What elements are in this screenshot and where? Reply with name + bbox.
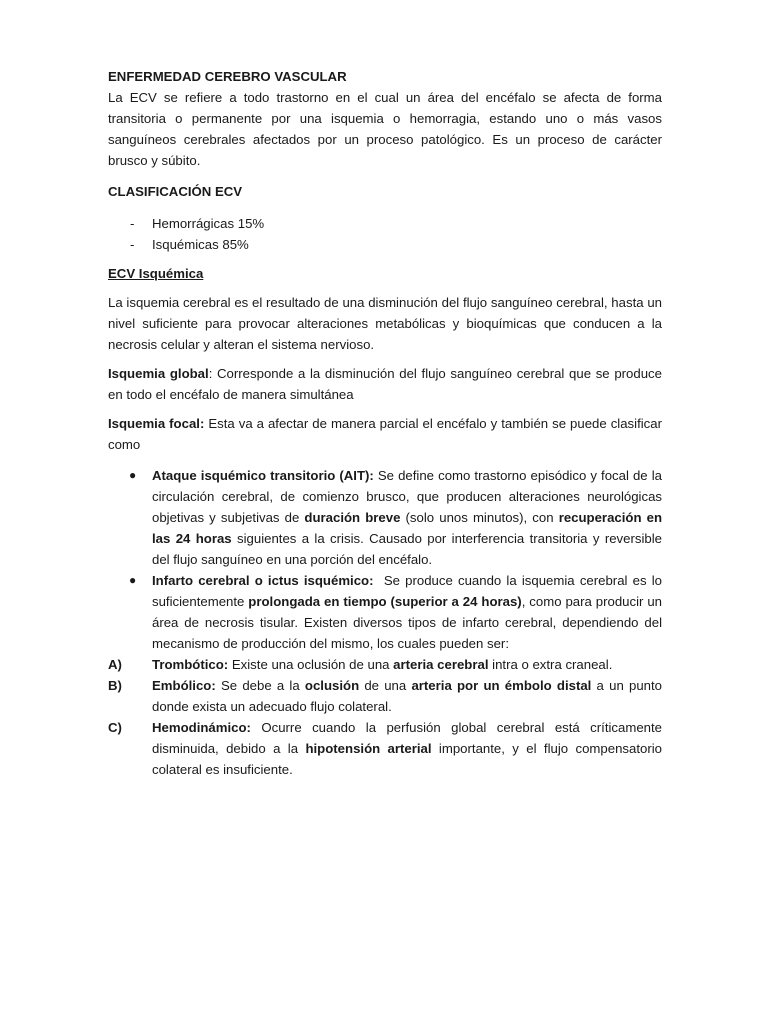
- trombotico-text-2: intra o extra craneal.: [488, 657, 613, 672]
- dash-marker: -: [130, 216, 135, 231]
- isquemia-focal-text: Esta va a afectar de manera parcial el encéfalo y también se puede clasificar como: [108, 416, 662, 452]
- ait-text-1: Se define como trastorno episódico y focal de la circulación cerebral, de comienzo brusco, que producen alteraciones neurológicas objetivas y subjetivas de: [152, 468, 662, 525]
- list-item: [108, 234, 662, 255]
- list-item: [108, 213, 662, 234]
- isquemia-paragraph: La isquemia cerebral es el resultado de una disminución del flujo sanguíneo cerebral, hasta un nivel suficiente para provocar alteraciones metabólicas y bioquímicas que conducen a la necrosis celular y alteran el sistema nervioso.: [108, 295, 662, 352]
- focal-types-list: [108, 465, 666, 654]
- list-item-trombotico: [108, 654, 662, 675]
- hemodinamico-label: Hemodinámico:: [152, 720, 251, 735]
- isquemia-focal-label: Isquemia focal:: [108, 416, 205, 431]
- embolico-text-1: Se debe a la: [215, 678, 305, 693]
- bullet-item-ait: [108, 465, 662, 570]
- bullet-item-infarto: [108, 570, 666, 654]
- trombotico-bold-1: arteria cerebral: [393, 657, 489, 672]
- intro-paragraph: La ECV se refiere a todo trastorno en el cual un área del encéfalo se afecta de forma transitoria o permanente por una isquemia o hemorragia, estando uno o más vasos sanguíneos cerebrales afectados por un proceso patológico. Es un proceso de carácter brusco y súbito.: [108, 90, 662, 168]
- trombotico-text-1: Existe una oclusión de una: [228, 657, 394, 672]
- ait-bold-1: duración breve: [304, 510, 401, 525]
- isquemia-global-label: Isquemia global: [108, 366, 209, 381]
- infarto-text-1: Se produce cuando la isquemia cerebral es lo suficientemente: [152, 573, 666, 609]
- ait-text-2: (solo unos minutos), con: [400, 510, 559, 525]
- trombotico-label: Trombótico:: [152, 657, 229, 672]
- document-page: [108, 66, 666, 780]
- hemodinamico-text-2: importante, y el flujo compensatorio colateral es insuficiente.: [152, 741, 662, 777]
- list-marker: A): [108, 657, 122, 672]
- classification-item-isquemicas: Isquémicas 85%: [152, 237, 249, 252]
- classification-heading: CLASIFICACIÓN ECV: [108, 184, 243, 199]
- infarto-bold-1: prolongada en tiempo (superior a 24 horas): [248, 594, 522, 609]
- classification-item-hemorragicas: Hemorrágicas 15%: [152, 216, 265, 231]
- isquemia-global-paragraph: [108, 363, 662, 405]
- embolico-bold-2: arteria por un émbolo distal: [411, 678, 592, 693]
- isquemia-global-text: : Corresponde a la disminución del flujo sanguíneo cerebral que se produce en todo el encéfalo de manera simultánea: [108, 366, 662, 402]
- ait-bold-2: recuperación en las 24 horas: [152, 510, 663, 546]
- infarto-label: Infarto cerebral o ictus isquémico:: [152, 573, 374, 588]
- dash-marker: -: [130, 237, 135, 252]
- list-item-embolico: [108, 675, 662, 717]
- classification-list: [108, 213, 662, 255]
- ecv-isquemica-subheading: ECV Isquémica: [108, 266, 204, 281]
- embolico-label: Embólico:: [152, 678, 216, 693]
- infarto-types-list: [108, 654, 662, 780]
- ait-label: Ataque isquémico transitorio (AIT):: [152, 468, 374, 483]
- hemodinamico-text-1: Ocurre cuando la perfusión global cerebral está críticamente disminuida, debido a la: [152, 720, 662, 756]
- embolico-text-2: de una: [359, 678, 412, 693]
- isquemia-focal-paragraph: [108, 413, 662, 455]
- list-item-hemodinamico: [108, 717, 662, 780]
- bullet-icon: ●: [129, 468, 137, 482]
- infarto-text-2: , como para producir un área de necrosis tisular. Existen diversos tipos de infarto cerebral, dependiendo del mecanismo de producción del mismo, los cuales pueden ser:: [152, 594, 663, 651]
- document-title: ENFERMEDAD CEREBRO VASCULAR: [108, 69, 347, 84]
- list-marker: C): [108, 720, 122, 735]
- ait-text-3: siguientes a la crisis. Causado por interferencia transitoria y reversible del flujo sanguíneo en una porción del encéfalo.: [152, 531, 662, 567]
- bullet-icon: ●: [129, 573, 137, 587]
- embolico-bold-1: oclusión: [304, 678, 360, 693]
- list-marker: B): [108, 678, 122, 693]
- embolico-text-3: a un punto donde exista un adecuado flujo colateral.: [152, 678, 662, 714]
- hemodinamico-bold-1: hipotensión arterial: [305, 741, 432, 756]
